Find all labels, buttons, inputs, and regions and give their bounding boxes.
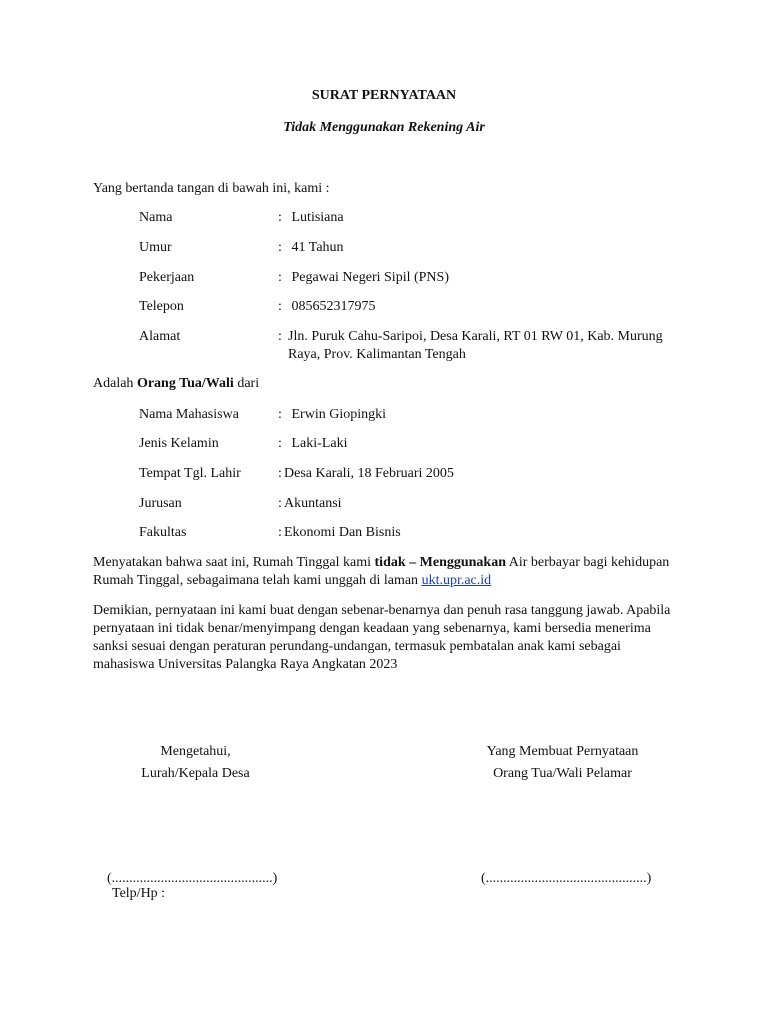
field-label: Alamat (139, 329, 181, 344)
field-label: Pekerjaan (139, 270, 195, 285)
field-value: Ekonomi Dan Bisnis (284, 525, 401, 540)
field-value: Pegawai Negeri Sipil (PNS) (291, 270, 449, 285)
letter-subtitle: Tidak Menggunakan Rekening Air (283, 120, 485, 135)
right-signature-heading: Yang Membuat Pernyataan Orang Tua/Wali Pelamar (486, 744, 639, 781)
letter-title: SURAT PERNYATAAN (311, 88, 457, 103)
relation-text: Adalah Orang Tua/Wali dari (93, 376, 260, 391)
right-signature-blank: (..............................................) (481, 871, 652, 886)
field-label: Umur (139, 240, 172, 255)
field-label: Telepon (139, 299, 184, 314)
field-label: Tempat Tgl. Lahir (139, 466, 241, 481)
field-value: Erwin Giopingki (291, 407, 386, 422)
field-value: Desa Karali, 18 Februari 2005 (284, 466, 454, 481)
field-value: 41 Tahun (291, 240, 344, 255)
field-label: Jenis Kelamin (139, 436, 219, 451)
relation-bold: Orang Tua/Wali (136, 376, 234, 391)
intro-text: Yang bertanda tangan di bawah ini, kami : (93, 181, 330, 196)
left-signature-heading: Mengetahui, Lurah/Kepala Desa (141, 744, 250, 781)
field-value: Lutisiana (291, 210, 344, 225)
statement-paragraph: Menyatakan bahwa saat ini, Rumah Tinggal kami tidak – Menggunakan Air berbayar bagi kehidupan Rumah Tinggal, sebagaimana telah kami unggah di laman ukt.upr.ac.id (93, 555, 670, 588)
field-value: Laki-Laki (291, 436, 348, 451)
closing-paragraph: Demikian, pernyataan ini kami buat dengan sebenar-benarnya dan penuh rasa tanggung jawab. Apabila pernyataan ini tidak benar/menyimpang dengan keadaan yang sebenarnya, kami bersedia menerima sanksi sesuai dengan peraturan perundang-undangan, termasuk pembatalan anak kami sebagai mahasiswa Universitas Palangka Raya Angkatan 2023 (93, 603, 671, 672)
field-value: Akuntansi (284, 496, 342, 511)
letter-page: SURAT PERNYATAAN Tidak Menggunakan Rekening Air Yang bertanda tangan di bawah ini, kami : Nama : Lutisiana Umur : 41 Tahun Pekerjaan : Pegawai Negeri Sipil (PNS) Telepon : 085652317975 Alamat : Jln. Puruk Cahu-Saripoi, Desa Karali, RT 01 RW 01, Kab. Murung Raya, Prov. Kalimantan Tengah Adalah Orang Tua/Wali dari Nama Mahasiswa : Erwin Giopingki Jenis Kelamin : Laki-Laki Tempat Tgl. Lahir : Desa Karali, 18 Februari 2005 Jurusan : Akuntansi Fakultas : Ekonomi Dan Bisnis Menyatakan bahwa saat ini, Rumah Tinggal kami tidak – Menggunakan Air berbayar bagi kehidupan Rumah Tinggal, sebagaimana telah kami unggah di laman ukt.upr.ac.id Demikian, pernyataan ini kami buat dengan sebenar-benarnya dan penuh rasa tanggung jawab. Apabila pernyataan ini tidak benar/menyimpang dengan keadaan yang sebenarnya, kami bersedia menerima sanksi sesuai dengan peraturan perundang-undangan, termasuk pembatalan anak kami sebagai mahasiswa Universitas Palangka Raya Angkatan 2023 Mengetahui, Lurah/Kepala Desa Yang Membuat Pernyataan Orang Tua/Wali Pelamar (..............................................) (..............................................) Telp/Hp : (0, 0, 768, 1024)
field-value: 085652317975 (291, 299, 376, 314)
left-signature-blank: (..............................................) (107, 871, 278, 886)
field-label: Nama (139, 210, 173, 225)
field-label: Jurusan (139, 496, 182, 511)
phone-label: Telp/Hp : (112, 886, 166, 901)
field-label: Nama Mahasiswa (139, 407, 239, 422)
ukt-link[interactable]: ukt.upr.ac.id (421, 573, 492, 588)
field-value: Jln. Puruk Cahu-Saripoi, Desa Karali, RT 01 RW 01, Kab. Murung Raya, Prov. Kalimantan Tengah (288, 329, 663, 362)
field-label: Fakultas (139, 525, 187, 540)
statement-bold: tidak – Menggunakan (374, 555, 506, 570)
